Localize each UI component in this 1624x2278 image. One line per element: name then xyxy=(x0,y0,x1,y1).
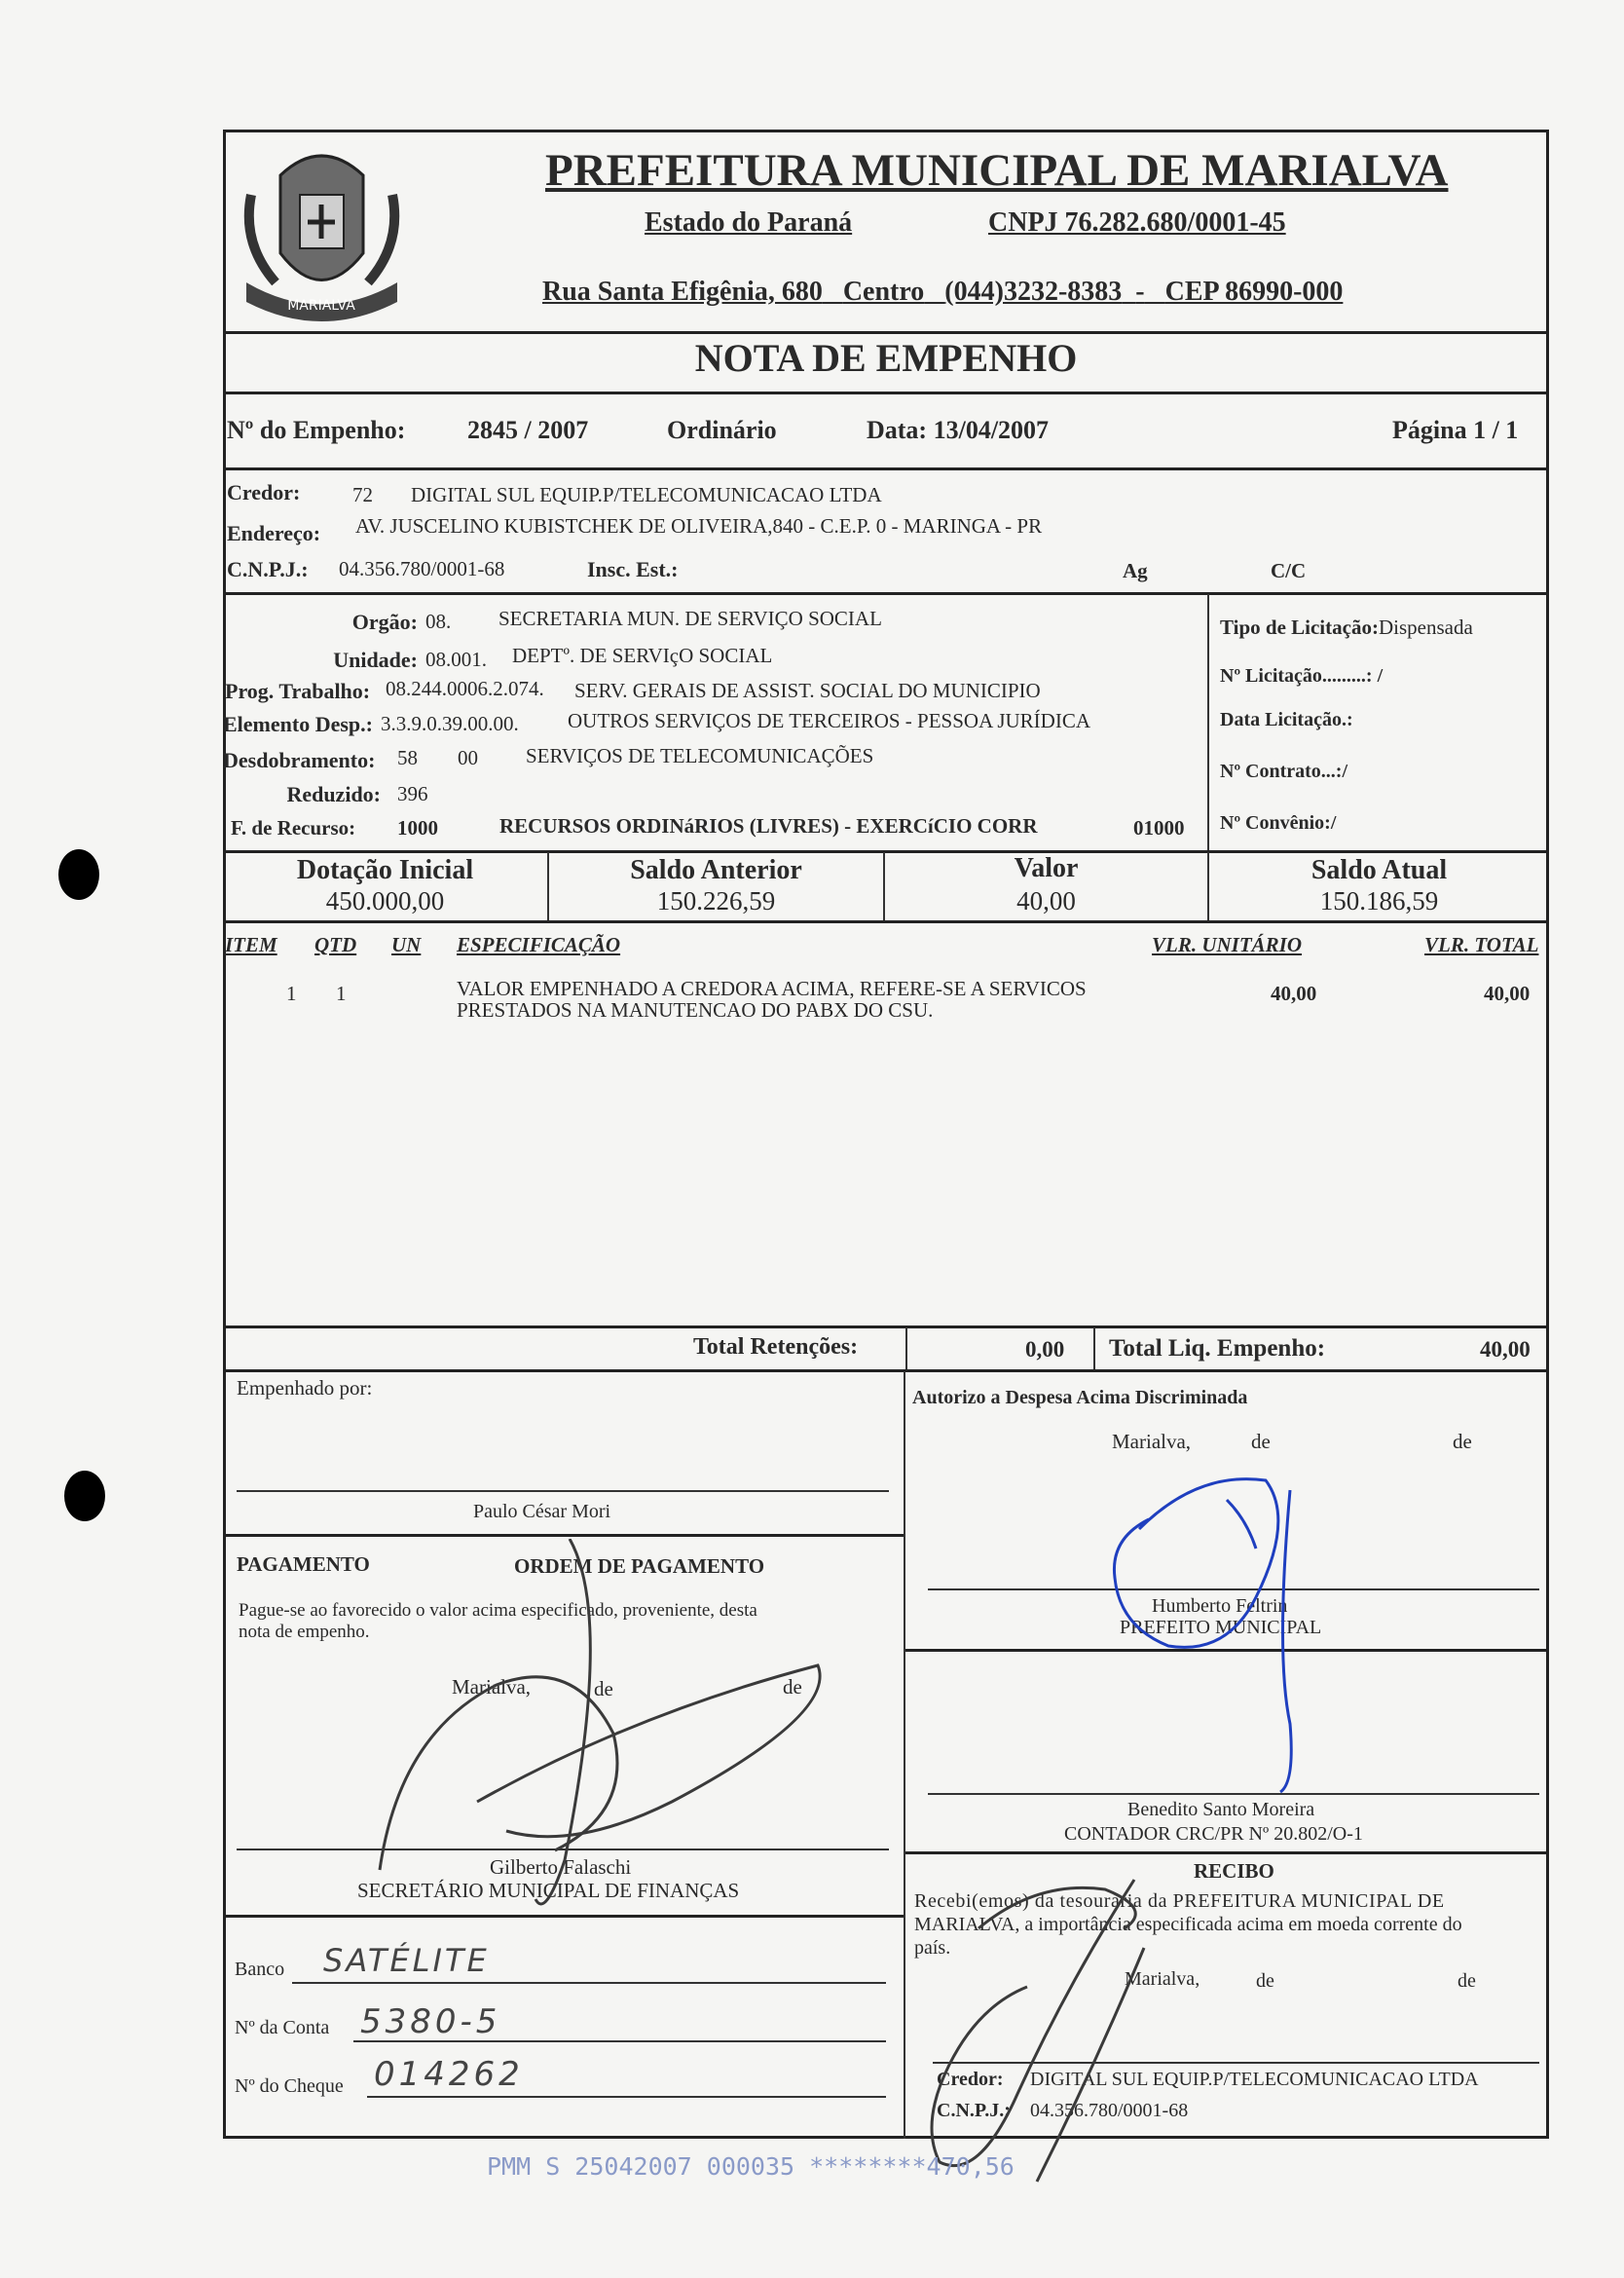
elemento-label: Elemento Desp.: xyxy=(223,712,373,736)
empenho-number-label: Nº do Empenho: xyxy=(227,416,406,444)
items-col-un: UN xyxy=(391,933,422,956)
cheque-value: 014262 xyxy=(374,2055,524,2094)
document-title: NOTA DE EMPENHO xyxy=(694,336,1078,380)
orgao-name: SECRETARIA MUN. DE SERVIÇO SOCIAL xyxy=(498,607,882,630)
empenho-number: 2845 / 2007 xyxy=(467,416,589,444)
recibo-signature xyxy=(920,1870,1212,2191)
cheque-label: Nº do Cheque xyxy=(235,2075,344,2097)
prefeito-title: PREFEITO MUNICIPAL xyxy=(1120,1617,1322,1638)
banco-label: Banco xyxy=(235,1959,285,1980)
item-qtd: 1 xyxy=(336,982,347,1005)
recurso-code: 1000 xyxy=(397,816,438,840)
cnpj-label: C.N.P.J.: xyxy=(227,557,309,581)
secretario-signature xyxy=(360,1539,867,1919)
secretario-name: Gilberto Falaschi xyxy=(490,1855,632,1879)
saldo-atual-label: Saldo Atual xyxy=(1310,855,1448,885)
recibo-cnpj-label: C.N.P.J.: xyxy=(937,2100,1011,2121)
contador-name: Benedito Santo Moreira xyxy=(1127,1799,1315,1820)
total-retencoes-label: Total Retenções: xyxy=(693,1334,859,1360)
insc-label: Insc. Est.: xyxy=(587,557,679,581)
page-title: PREFEITURA MUNICIPAL DE MARIALVA xyxy=(545,145,1449,196)
header-street: Rua Santa Efigênia, 680 xyxy=(542,277,823,307)
items-col-item: ITEM xyxy=(225,933,277,956)
recibo-title: RECIBO xyxy=(1194,1859,1274,1883)
recibo-city: Marialva, xyxy=(1125,1968,1200,1990)
credor-address: AV. JUSCELINO KUBISTCHEK DE OLIVEIRA,840 - C.E.P. 0 - MARINGA - PR xyxy=(355,514,1043,538)
autorizo-de2: de xyxy=(1453,1430,1472,1453)
seal-ribbon-text: MARIALVA xyxy=(287,298,355,314)
pagamento-de1: de xyxy=(594,1677,613,1700)
prog-name: SERV. GERAIS DE ASSIST. SOCIAL DO MUNICIPIO xyxy=(574,679,1041,702)
recibo-text-line3: país. xyxy=(914,1937,951,1959)
tipo-licitacao-value: Dispensada xyxy=(1378,616,1473,639)
punch-hole-bottom xyxy=(64,1471,105,1521)
autorizo-city: Marialva, xyxy=(1112,1430,1192,1453)
header-cep: CEP 86990-000 xyxy=(1164,277,1344,307)
total-retencoes-value: 0,00 xyxy=(1025,1337,1065,1362)
numero-licitacao: Nº Licitação.........: / xyxy=(1220,665,1384,687)
credor-label: Credor: xyxy=(227,480,301,504)
payment-stamp: PMM S 25042007 000035 ********470,56 xyxy=(487,2152,1015,2181)
total-liquido-value: 40,00 xyxy=(1480,1337,1531,1362)
credor-name: DIGITAL SUL EQUIP.P/TELECOMUNICACAO LTDA xyxy=(411,483,882,506)
recibo-credor-label: Credor: xyxy=(937,2069,1004,2090)
saldo-anterior-value: 150.226,59 xyxy=(656,886,776,915)
elemento-code: 3.3.9.0.39.00.00. xyxy=(381,712,519,735)
prefeito-signature xyxy=(1081,1461,1324,1811)
recurso-number: 01000 xyxy=(1133,816,1185,840)
header-address xyxy=(542,277,1343,308)
dotacao-inicial-label: Dotação Inicial xyxy=(296,855,474,885)
desdobramento-sub: 00 xyxy=(458,746,478,769)
address-label: Endereço: xyxy=(227,521,321,545)
header-phone: (044)3232-8383 xyxy=(944,277,1123,307)
recibo-text-line2: MARIALVA, a importância especificada acima em moeda corrente do xyxy=(914,1914,1462,1935)
item-total-value: 40,00 xyxy=(1484,982,1531,1005)
banco-value: SATÉLITE xyxy=(323,1942,490,1979)
cc-label: C/C xyxy=(1271,559,1307,582)
items-col-qtd: QTD xyxy=(314,933,357,956)
ordem-pagamento-label: ORDEM DE PAGAMENTO xyxy=(514,1554,765,1578)
recibo-de1: de xyxy=(1256,1970,1274,1992)
orgao-label: Orgão: xyxy=(351,610,418,634)
conta-value: 5380-5 xyxy=(360,2002,501,2041)
conta-label: Nº da Conta xyxy=(235,2017,330,2038)
credor-cnpj: 04.356.780/0001-68 xyxy=(339,557,505,580)
prog-code: 08.244.0006.2.074. xyxy=(386,677,544,700)
tipo-licitacao xyxy=(1220,616,1473,640)
header-state: Estado do Paraná xyxy=(645,207,853,238)
orgao-code: 08. xyxy=(425,610,452,633)
recibo-credor-name: DIGITAL SUL EQUIP.P/TELECOMUNICACAO LTDA xyxy=(1030,2069,1479,2090)
item-spec-line1: VALOR EMPENHADO A CREDORA ACIMA, REFERE-SE A SERVICOS xyxy=(457,977,1087,1000)
header-district: Centro xyxy=(842,277,925,307)
ag-label: Ag xyxy=(1123,559,1148,582)
numero-convenio: Nº Convênio:/ xyxy=(1220,812,1337,834)
recibo-cnpj: 04.356.780/0001-68 xyxy=(1030,2100,1189,2121)
pagamento-label: PAGAMENTO xyxy=(237,1552,370,1576)
recurso-name: RECURSOS ORDINáRIOS (LIVRES) - EXERCíCIO CORR xyxy=(499,814,1038,838)
valor-value: 40,00 xyxy=(1016,886,1076,915)
saldo-atual-value: 150.186,59 xyxy=(1319,886,1439,915)
autorizo-label: Autorizo a Despesa Acima Discriminada xyxy=(912,1387,1248,1408)
credor-code: 72 xyxy=(352,483,373,506)
items-col-unit-value: VLR. UNITÁRIO xyxy=(1152,933,1303,956)
desdobramento-code: 58 xyxy=(397,746,418,769)
saldo-anterior-label: Saldo Anterior xyxy=(630,855,802,885)
desdobramento-name: SERVIÇOS DE TELECOMUNICAÇÕES xyxy=(526,744,874,767)
unidade-label: Unidade: xyxy=(333,648,418,672)
pagamento-city: Marialva, xyxy=(452,1675,532,1699)
reduzido-code: 396 xyxy=(397,782,428,805)
item-unit-value: 40,00 xyxy=(1271,982,1317,1005)
pagamento-de2: de xyxy=(783,1675,802,1699)
header-cnpj: CNPJ 76.282.680/0001-45 xyxy=(988,207,1286,238)
item-spec-line2: PRESTADOS NA MANUTENCAO DO PABX DO CSU. xyxy=(457,998,934,1022)
reduzido-label: Reduzido: xyxy=(286,782,381,806)
empenho-page: Página 1 / 1 xyxy=(1392,416,1519,444)
item-number: 1 xyxy=(286,982,297,1005)
unidade-name: DEPTº. DE SERVIçO SOCIAL xyxy=(512,644,773,667)
dotacao-inicial-value: 450.000,00 xyxy=(325,886,445,915)
secretario-title: SECRETÁRIO MUNICIPAL DE FINANÇAS xyxy=(357,1879,740,1902)
tipo-licitacao-label: Tipo de Licitação: xyxy=(1220,616,1379,639)
pague-text-line1: Pague-se ao favorecido o valor acima especificado, proveniente, desta xyxy=(239,1600,757,1621)
pague-text-line2: nota de empenho. xyxy=(239,1622,370,1642)
numero-contrato: Nº Contrato...:/ xyxy=(1220,761,1348,782)
recibo-de2: de xyxy=(1458,1970,1476,1992)
empenho-date: Data: 13/04/2007 xyxy=(867,416,1050,444)
prog-label: Prog. Trabalho: xyxy=(225,679,371,703)
items-col-total-value: VLR. TOTAL xyxy=(1424,933,1539,956)
data-licitacao: Data Licitação.: xyxy=(1220,709,1353,730)
prefeito-name: Humberto Feltrin xyxy=(1152,1595,1288,1617)
recibo-text-line1: Recebi(emos) da tesouraria da PREFEITURA MUNICIPAL DE xyxy=(914,1890,1445,1912)
desdobramento-label: Desdobramento: xyxy=(223,748,376,772)
total-liquido-label: Total Liq. Empenho: xyxy=(1109,1335,1326,1362)
unidade-code: 08.001. xyxy=(425,648,487,671)
empenho-type: Ordinário xyxy=(667,416,777,444)
empenhado-por-label: Empenhado por: xyxy=(237,1376,373,1400)
header-dash: - xyxy=(1135,277,1145,307)
elemento-name: OUTROS SERVIÇOS DE TERCEIROS - PESSOA JURÍDICA xyxy=(568,709,1091,732)
recurso-label: F. de Recurso: xyxy=(231,816,356,840)
autorizo-de1: de xyxy=(1251,1430,1271,1453)
contador-title: CONTADOR CRC/PR Nº 20.802/O-1 xyxy=(1064,1823,1363,1845)
items-col-spec: ESPECIFICAÇÃO xyxy=(457,933,621,956)
valor-label: Valor xyxy=(1014,853,1079,883)
municipal-seal xyxy=(232,136,412,331)
empenhado-por-name: Paulo César Mori xyxy=(473,1501,611,1522)
punch-hole-top xyxy=(58,849,99,900)
